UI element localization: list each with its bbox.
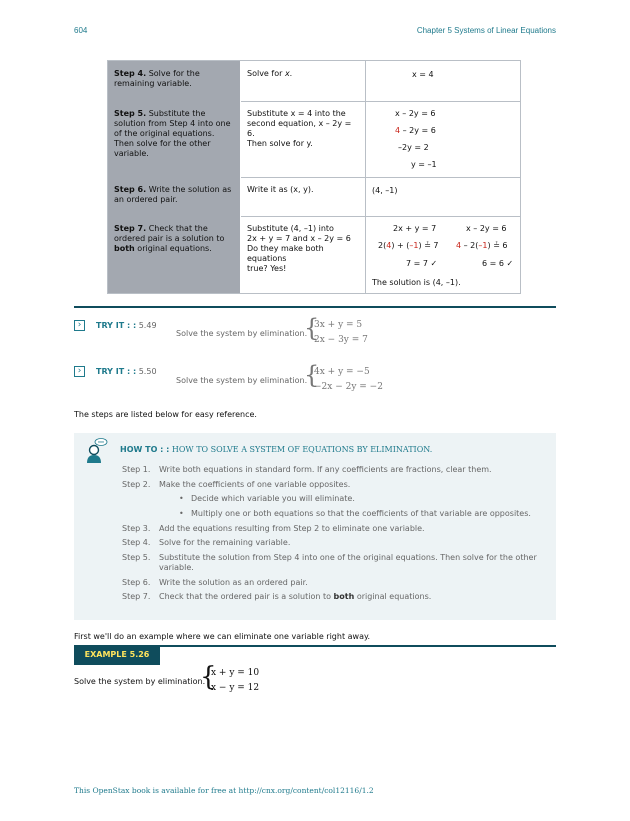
check-result-right: 6 = 6 ✓ bbox=[482, 259, 514, 268]
check-substitution-left: 2(4) + (–1) ≟ 7 bbox=[378, 241, 439, 250]
section-divider bbox=[74, 306, 556, 308]
step-label: Step 4. bbox=[114, 69, 147, 78]
system-equation: x + y = 10 bbox=[211, 668, 260, 678]
table-row: Step 4. Solve for the remaining variable. Solve for x. x = 4 bbox=[108, 61, 520, 102]
check-result-left: 7 = 7 ✓ bbox=[406, 259, 438, 268]
system-equation: x − y = 12 bbox=[211, 683, 260, 693]
steps-table bbox=[107, 60, 521, 294]
person-thinking-icon bbox=[86, 438, 108, 464]
math-line: x = 4 bbox=[412, 70, 434, 79]
math-line: x – 2y = 6 bbox=[395, 109, 436, 118]
system-equation: 2x − 3y = 7 bbox=[314, 335, 368, 345]
check-substitution-right: 4 – 2(–1) ≟ 6 bbox=[456, 241, 508, 250]
step-description: Write the solution as an ordered pair. bbox=[114, 185, 232, 204]
system-equation: 4x + y = −5 bbox=[314, 367, 370, 377]
howto-box bbox=[74, 433, 556, 620]
howto-step-text: Substitute the solution from Step 4 into one of the original equations. Then solve for the other variable. bbox=[159, 553, 537, 572]
expand-chevron-icon[interactable]: › bbox=[74, 366, 85, 377]
check-equation-left: 2x + y = 7 bbox=[393, 224, 437, 233]
page-number: 604 bbox=[74, 26, 88, 35]
howto-step-text: Solve for the remaining variable. bbox=[159, 538, 291, 547]
howto-step-label: Step 3. bbox=[122, 524, 151, 533]
solution-conclusion: The solution is (4, –1). bbox=[372, 278, 461, 287]
howto-step-text: Check that the ordered pair is a solution to both original equations. bbox=[159, 592, 432, 601]
howto-bullet: Multiply one or both equations so that the coefficients of that variable are opposites. bbox=[191, 509, 531, 518]
system-equation: −2x − 2y = −2 bbox=[314, 382, 383, 392]
expand-chevron-icon[interactable]: › bbox=[74, 320, 85, 331]
try-it-header: TRY IT : : 5.50 bbox=[96, 367, 157, 376]
howto-step-text: Write both equations in standard form. If any coefficients are fractions, clear them. bbox=[159, 465, 492, 474]
howto-bullet: Decide which variable you will eliminate. bbox=[191, 494, 355, 503]
chapter-title: Chapter 5 Systems of Linear Equations bbox=[416, 26, 556, 35]
example-label: EXAMPLE 5.26 bbox=[74, 645, 160, 665]
howto-step-text: Add the equations resulting from Step 2 to eliminate one variable. bbox=[159, 524, 425, 533]
howto-step-label: Step 6. bbox=[122, 578, 151, 587]
table-row: Step 7. Check that the ordered pair is a solution to both original equations. Substitute (4, –1) into 2x + y = 7 and x – 2y = 6 Do they make both equations true? Yes! 2x + y = 7 x – 2y = 6 2(4) + (–1) ≟ 7 4 – 2(–1) ≟ 6 7 = 7 ✓ 6 = 6 ✓ The solution is (4, –1). bbox=[108, 216, 520, 293]
intro-text: First we'll do an example where we can eliminate one variable right away. bbox=[74, 632, 371, 641]
check-equation-right: x – 2y = 6 bbox=[466, 224, 507, 233]
try-it-header: TRY IT : : 5.49 bbox=[96, 321, 157, 330]
example-prompt: Solve the system by elimination. bbox=[74, 677, 206, 686]
brace-icon: { bbox=[304, 361, 320, 389]
try-it-prompt: Solve the system by elimination. bbox=[176, 376, 308, 385]
howto-step-text: Make the coefficients of one variable opposites. bbox=[159, 480, 351, 489]
step-description: Substitute the solution from Step 4 into one of the original equations. Then solve for the other variable. bbox=[114, 109, 231, 158]
math-line: 4 – 2y = 6 bbox=[395, 126, 436, 135]
try-it-prompt: Solve the system by elimination. bbox=[176, 329, 308, 338]
math-line: (4, –1) bbox=[372, 186, 398, 195]
reference-text: The steps are listed below for easy reference. bbox=[74, 410, 257, 419]
howto-step-label: Step 5. bbox=[122, 553, 151, 562]
bullet-icon: • bbox=[179, 509, 184, 518]
step-description: Solve for the remaining variable. bbox=[114, 69, 200, 88]
howto-step-label: Step 2. bbox=[122, 480, 151, 489]
howto-step-label: Step 1. bbox=[122, 465, 151, 474]
howto-step-label: Step 4. bbox=[122, 538, 151, 547]
bullet-icon: • bbox=[179, 494, 184, 503]
footer-text: This OpenStax book is available for free at http://cnx.org/content/col12116/1.2 bbox=[74, 786, 374, 795]
howto-step-text: Write the solution as an ordered pair. bbox=[159, 578, 308, 587]
brace-icon: { bbox=[304, 314, 320, 342]
math-line: –2y = 2 bbox=[398, 143, 429, 152]
howto-step-label: Step 7. bbox=[122, 592, 151, 601]
table-row: Step 5. Substitute the solution from Step 4 into one of the original equations. Then solve for the other variable. Substitute x = 4 into the second equation, x – 2y = 6. Then solve for y. x – 2y = 6 4 – 2y = 6 –2y = 2 y = –1 bbox=[108, 101, 520, 178]
table-row: Step 6. Write the solution as an ordered pair. Write it as (x, y). (4, –1) bbox=[108, 177, 520, 217]
brace-icon: { bbox=[200, 662, 217, 692]
math-line: y = –1 bbox=[411, 160, 437, 169]
howto-heading: HOW TO : : HOW TO SOLVE A SYSTEM OF EQUATIONS BY ELIMINATION. bbox=[120, 445, 433, 454]
system-equation: 3x + y = 5 bbox=[314, 320, 363, 330]
